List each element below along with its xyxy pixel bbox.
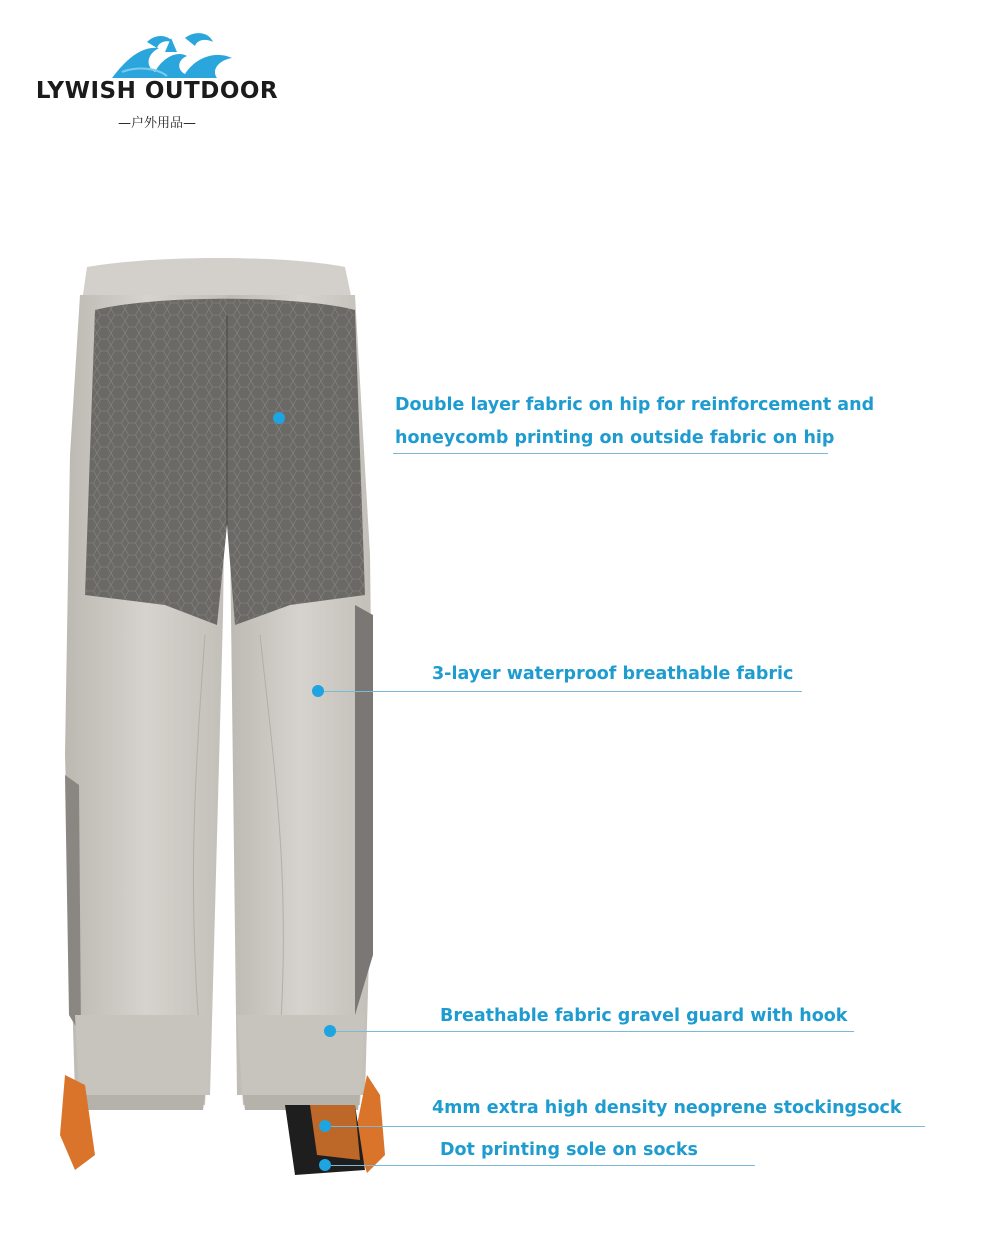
callout-dot-gravel-guard [324, 1025, 336, 1037]
callout-dot-stockingsock [319, 1120, 331, 1132]
wading-pants-image [55, 255, 400, 1180]
callout-dot-printing-sole: Dot printing sole on socks [440, 1140, 698, 1160]
wave-logo-icon [107, 28, 237, 83]
callout-gravel-guard: Breathable fabric gravel guard with hook [440, 1006, 848, 1026]
callout-dot-hip [273, 412, 285, 424]
callout-hip-line-1: Double layer fabric on hip for reinforcement and [395, 395, 875, 415]
callout-dot-fabric [312, 685, 324, 697]
callout-hip-reinforcement [395, 389, 874, 455]
callout-dot-sole [319, 1159, 331, 1171]
callout-underline-hip [393, 453, 828, 454]
brand-subtitle: —户外用品— [117, 116, 196, 131]
brand-logo [22, 28, 292, 138]
callout-hip-line-2: honeycomb printing on outside fabric on hip [395, 428, 835, 448]
callout-waterproof-fabric: 3-layer waterproof breathable fabric [432, 664, 794, 684]
callout-leader-fabric [324, 691, 802, 692]
callout-leader-stockingsock [331, 1126, 925, 1127]
brand-name: LYWISH OUTDOOR [35, 78, 279, 104]
callout-neoprene-stockingsock: 4mm extra high density neoprene stockingsock [432, 1098, 902, 1118]
